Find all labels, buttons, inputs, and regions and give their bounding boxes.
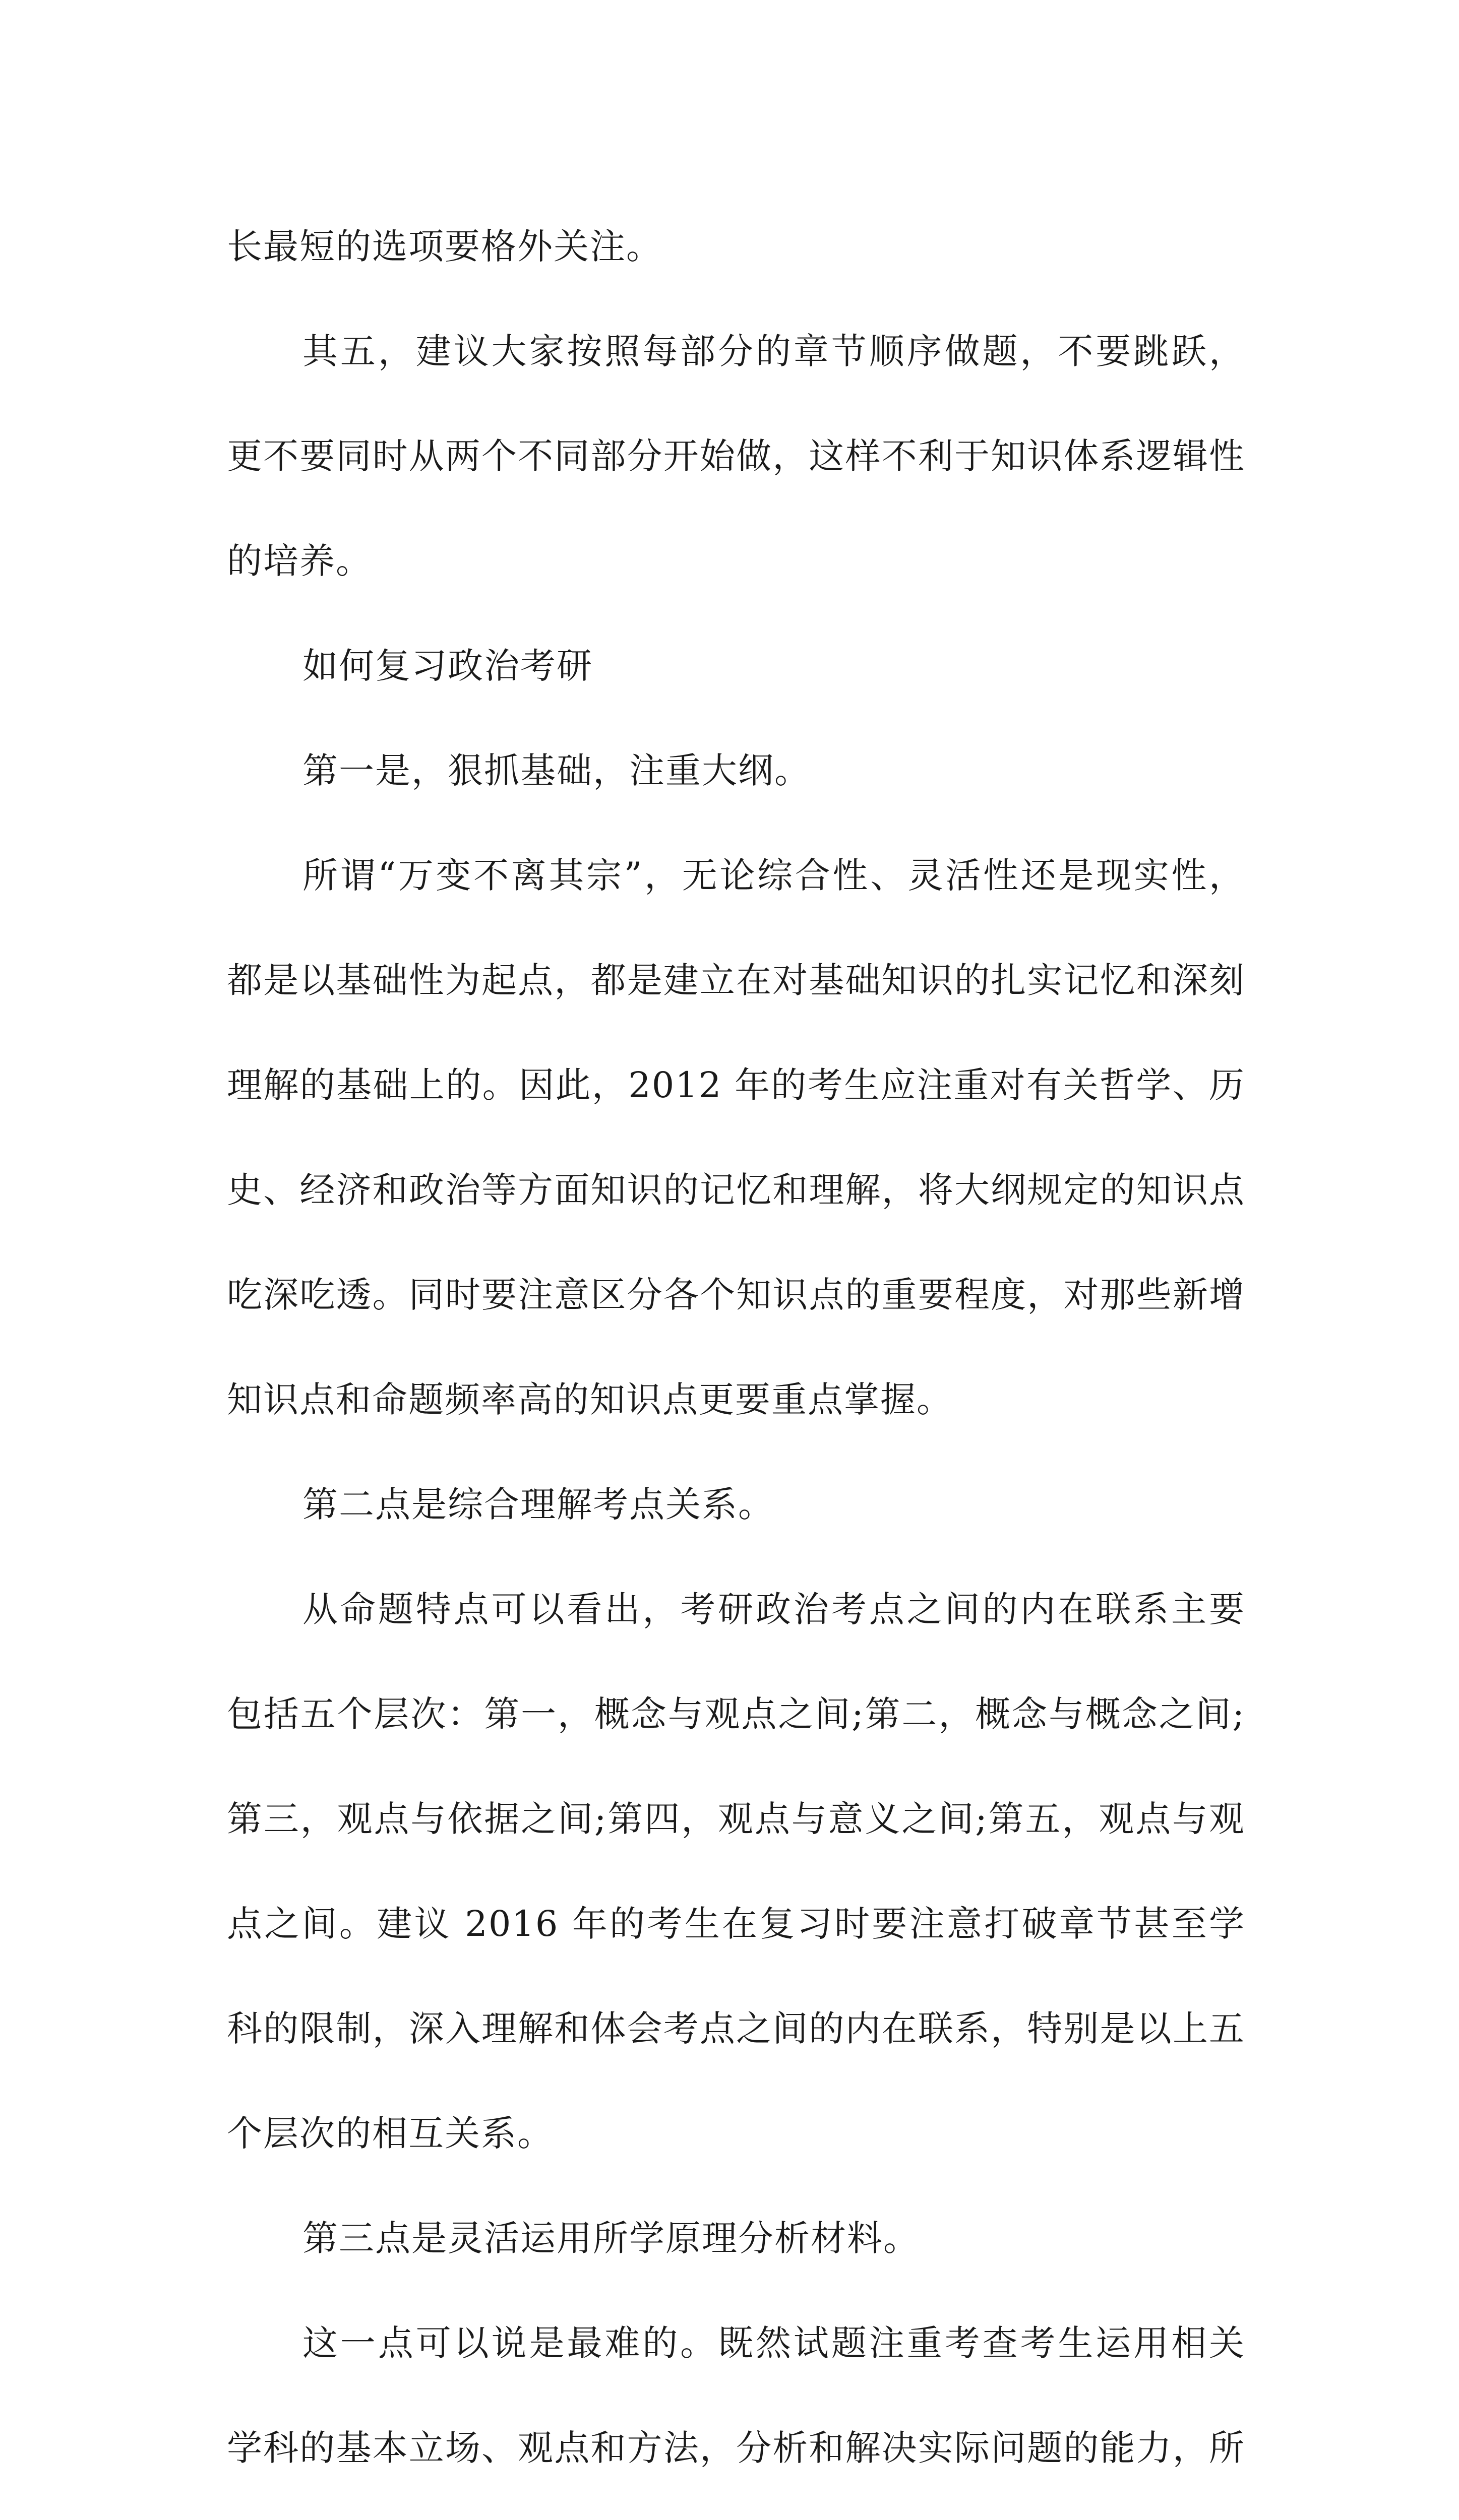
point-heading: 第二点是综合理解考点关系。 [302, 1484, 774, 1525]
body-text [227, 194, 1245, 2520]
section-heading: 如何复习政治考研 [302, 645, 593, 686]
paragraph: 所谓“万变不离其宗”，无论综合性、灵活性还是现实性，都是以基础性为起点，都是建立在对基础知识的扎实记忆和深刻理解的基础上的。因此，2012 年的考生应注重对有关哲学、历史、经济和政治等方面知识的记忆和理解，将大纲规定的知识点吃深吃透。同时要注意区分各个知识点的重要程度，对那些新增知识点和命题频率高的知识点更要重点掌握。 [227, 855, 1245, 1420]
paragraph: 从命题特点可以看出，考研政治考点之间的内在联系主要包括五个层次：第一，概念与观点之间;第二，概念与概念之间;第三，观点与依据之间;第四，观点与意义之间;第五，观点与观点之间。建议 2016 年的考生在复习时要注意打破章节甚至学科的限制，深入理解和体会考点之间的内在联系，特别是以上五个层次的相互关系。 [227, 1589, 1245, 2154]
paragraph: 其五，建议大家按照每部分的章节顺序做题，不要跳跃，更不要同时从两个不同部分开始做，这样不利于知识体系逻辑性的培养。 [227, 331, 1245, 582]
point-heading: 第一是，狠抓基础，注重大纲。 [302, 750, 811, 791]
paragraph: 长最短的选项要格外关注。 [227, 226, 662, 267]
paragraph: 这一点可以说是最难的。既然试题注重考查考生运用相关学科的基本立场、观点和方法，分析和解决实际问题的能力，所 [227, 2322, 1245, 2469]
point-heading: 第三点是灵活运用所学原理分析材料。 [302, 2218, 920, 2259]
